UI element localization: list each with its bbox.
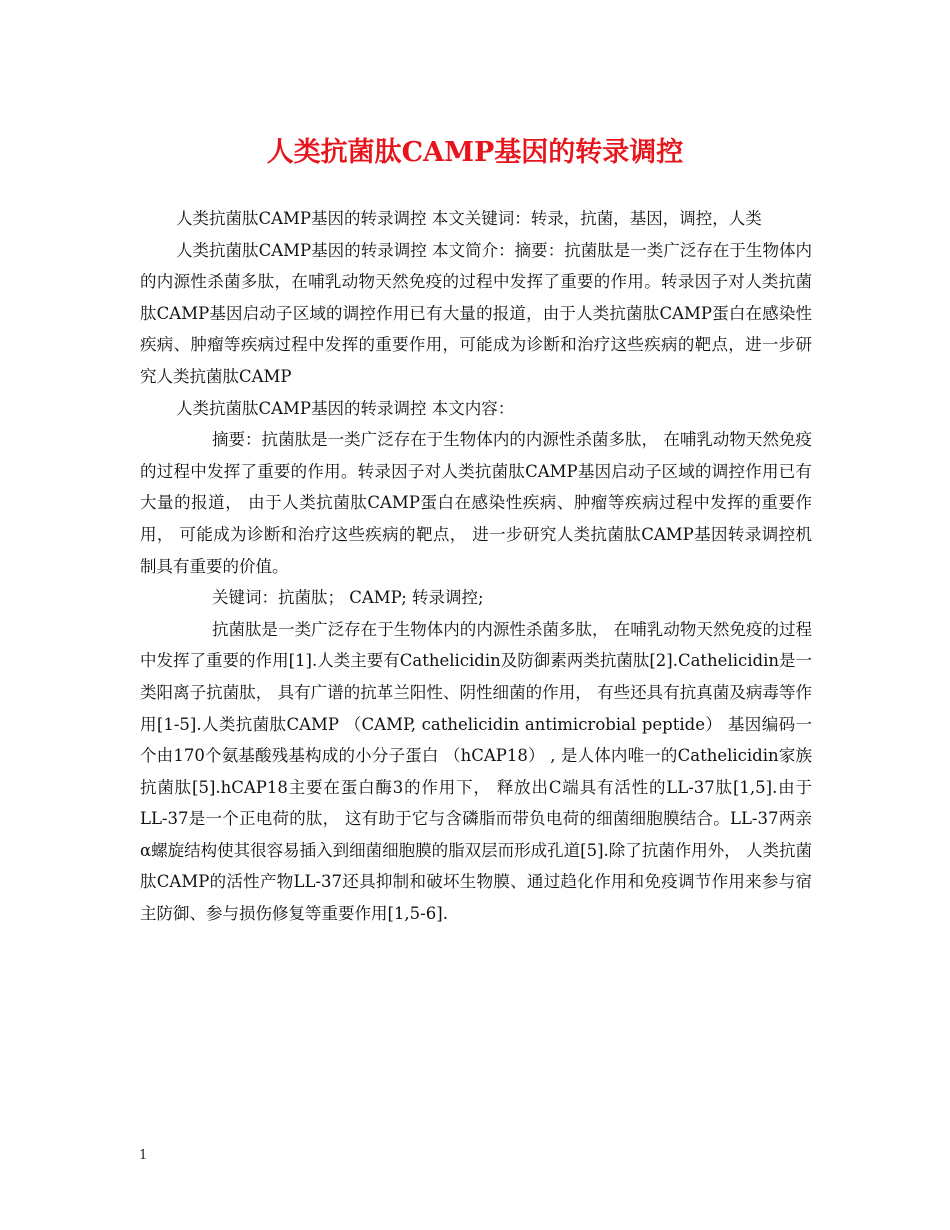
page-title: 人类抗菌肽CAMP基因的转录调控 [266,137,684,168]
main-text-paragraph: 抗菌肽是一类广泛存在于生物体内的内源性杀菌多肽， 在哺乳动物天然免疫的过程中发挥了重要的作用[1].人类主要有Cathelicidin及防御素两类抗菌肽[2].Cathelicidin是一类阳离子抗菌肽， 具有广谱的抗革兰阳性、阴性细菌的作用， 有些还具有抗真菌及病毒等作用[1-5].人类抗菌肽CAMP （CAMP, cathelicidin antimicrobial peptide） 基因编码一个由170个氨基酸残基构成的小分子蛋白 （hCAP18） , 是人体内唯一的Cathelicidin家族抗菌肽[5].hCAP18主要在蛋白酶3的作用下， 释放出C端具有活性的LL-37肽[1,5].由于LL-37是一个正电荷的肽， 这有助于它与含磷脂而带负电荷的细菌细胞膜结合。LL-37两亲α螺旋结构使其很容易插入到细菌细胞膜的脂双层而形成孔道[5].除了抗菌作用外， 人类抗菌肽CAMP的活性产物LL-37还具抑制和破坏生物膜、通过趋化作用和免疫调节作用来参与宿主防御、参与损伤修复等重要作用[1,5-6]. [140,619,813,924]
page-number: 1 [139,1148,148,1163]
keywords-paragraph: 人类抗菌肽CAMP基因的转录调控 本文关键词：转录，抗菌，基因，调控，人类 [176,209,762,228]
content-heading-paragraph: 人类抗菌肽CAMP基因的转录调控 本文内容： [176,398,515,418]
document-body [140,203,812,930]
keyword-list-paragraph: 关键词：抗菌肽； CAMP; 转录调控; [212,588,484,608]
abstract-paragraph: 摘要：抗菌肽是一类广泛存在于生物体内的内源性杀菌多肽， 在哺乳动物天然免疫的过程中发挥了重要的作用。转录因子对人类抗菌肽CAMP基因启动子区域的调控作用已有大量的报道， 由于人类抗菌肽CAMP蛋白在感染性疾病、肿瘤等疾病过程中发挥的重要作用， 可能成为诊断和治疗这些疾病的靶点， 进一步研究人类抗菌肽CAMP基因转录调控机制具有重要的价值。 [140,430,812,576]
summary-paragraph: 人类抗菌肽CAMP基因的转录调控 本文简介：摘要：抗菌肽是一类广泛存在于生物体内的内源性杀菌多肽，在哺乳动物天然免疫的过程中发挥了重要的作用。转录因子对人类抗菌肽CAMP基因启动子区域的调控作用已有大量的报道，由于人类抗菌肽CAMP蛋白在感染性疾病、肿瘤等疾病过程中发挥的重要作用，可能成为诊断和治疗这些疾病的靶点，进一步研究人类抗菌肽CAMP [140,240,812,386]
